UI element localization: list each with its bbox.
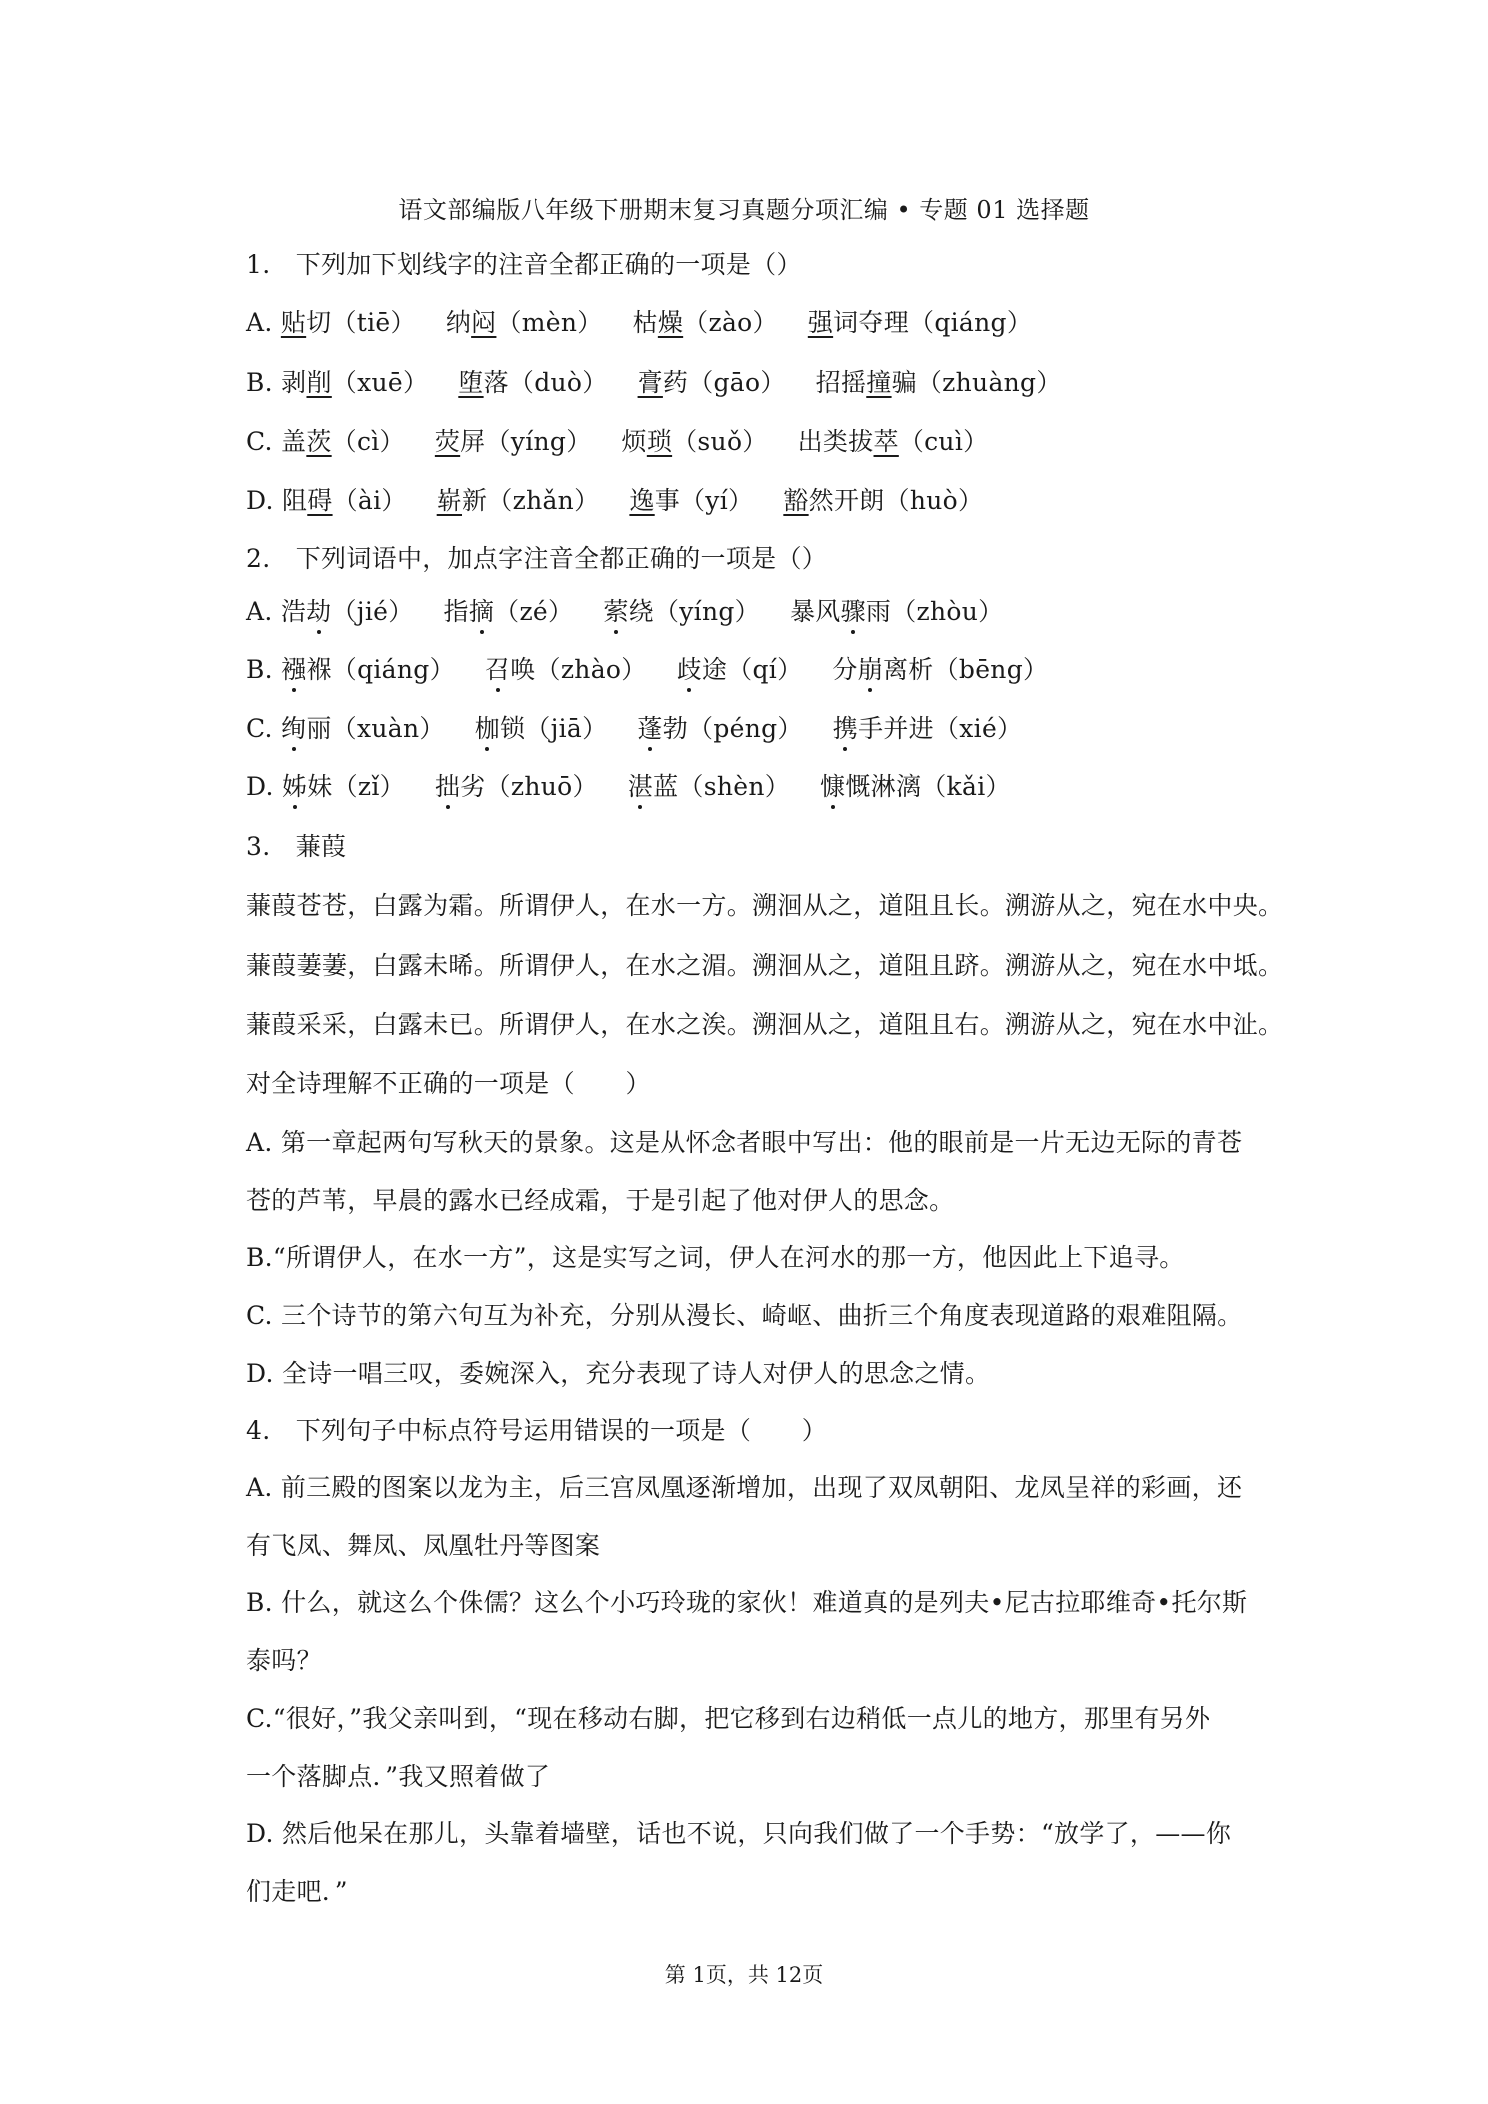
dotted-char: 枷	[474, 714, 500, 743]
underlined-char: 撞	[866, 368, 892, 397]
option-label: C.	[246, 427, 282, 456]
dotted-char: 骤	[840, 597, 866, 626]
q3-poem-line-2: 蒹葭萋萋，白露未晞。所谓伊人，在水之湄。溯洄从之，道阻且跻。溯游从之，宛在水中坻。	[246, 951, 1284, 980]
item-suffix: 屏（yíng）	[460, 427, 592, 456]
option-item	[281, 655, 455, 684]
option-label: B.	[246, 368, 282, 397]
item-suffix: 绕（yíng）	[628, 597, 760, 626]
item-suffix: 然开朗（huò）	[808, 486, 984, 515]
item-suffix: 慨淋漓（kǎi）	[845, 772, 1011, 801]
item-prefix: 分	[832, 655, 858, 684]
q4-option-c-line-1: C.“很好，”我父亲叫到，“现在移动右脚，把它移到右边稍低一点儿的地方，那里有另外	[246, 1704, 1211, 1733]
option-item	[281, 714, 445, 743]
underlined-char: 堕	[458, 368, 484, 397]
option-item	[783, 486, 983, 515]
item-suffix: 雨（zhòu）	[865, 597, 1004, 626]
option-label: D.	[246, 772, 282, 801]
page-footer: 第 1页，共 12页	[664, 1963, 824, 1987]
option-item	[282, 486, 407, 515]
option-item	[637, 714, 802, 743]
option-item	[638, 368, 786, 397]
item-prefix: 出类拔	[797, 427, 874, 456]
q3-option-a-line-2: 苍的芦苇，早晨的露水已经成霜，于是引起了他对伊人的思念。	[246, 1186, 955, 1215]
item-prefix: 阻	[281, 486, 308, 515]
dotted-char: 召	[484, 655, 511, 684]
q3-option-d: D. 全诗一唱三叹，委婉深入，充分表现了诗人对伊人的思念之情。	[246, 1359, 991, 1388]
item-suffix: （jié）	[331, 597, 414, 626]
dotted-char: 湛	[627, 772, 654, 801]
item-suffix: 丽（xuàn）	[306, 714, 445, 743]
underlined-char: 碍	[307, 486, 333, 515]
item-suffix: 唤（zhào）	[510, 655, 647, 684]
item-prefix: 剥	[281, 368, 307, 397]
dotted-char: 携	[832, 714, 859, 743]
item-prefix: 纳	[445, 308, 472, 337]
option-item	[677, 655, 803, 684]
underlined-char: 茨	[306, 427, 332, 456]
item-suffix: 蓝（shèn）	[653, 772, 791, 801]
underlined-char: 膏	[637, 368, 663, 397]
item-suffix: 妹（zǐ）	[307, 772, 405, 801]
option-item	[446, 308, 603, 337]
underlined-char: 琐	[646, 427, 673, 456]
q2-option-b	[246, 652, 1316, 688]
item-suffix: 褓（qiáng）	[306, 655, 455, 684]
dotted-char: 蓬	[637, 714, 663, 743]
item-prefix: 枯	[632, 308, 658, 337]
underlined-char: 燥	[657, 308, 684, 337]
q4-option-b-line-2: 泰吗？	[246, 1646, 322, 1675]
option-item	[437, 486, 600, 515]
option-item	[435, 427, 592, 456]
option-item	[808, 308, 1032, 337]
option-item	[816, 368, 1062, 397]
option-item	[435, 772, 598, 801]
item-suffix: 词夺理（qiáng）	[833, 308, 1033, 337]
dotted-char: 劫	[306, 597, 332, 626]
item-suffix: 事（yí）	[654, 486, 754, 515]
item-suffix: （zào）	[683, 308, 778, 337]
item-suffix: 药（gāo）	[662, 368, 786, 397]
option-item	[281, 597, 414, 626]
q2-option-c	[246, 711, 1316, 747]
option-item	[281, 308, 416, 337]
underlined-char: 荧	[434, 427, 461, 456]
dotted-char: 襁	[281, 655, 307, 684]
q3-stem: 3. 蒹葭	[246, 832, 347, 861]
option-item	[444, 597, 574, 626]
option-label: C.	[246, 714, 282, 743]
option-item	[282, 772, 405, 801]
option-item	[603, 597, 760, 626]
item-suffix: 落（duò）	[483, 368, 608, 397]
option-item	[622, 427, 768, 456]
dotted-char: 慷	[820, 772, 846, 801]
option-item	[281, 368, 428, 397]
option-item	[790, 597, 1003, 626]
item-prefix: 招摇	[815, 368, 867, 397]
dotted-char: 绚	[281, 714, 307, 743]
dotted-char: 萦	[603, 597, 629, 626]
item-prefix: 烦	[621, 427, 647, 456]
q3-option-c: C. 三个诗节的第六句互为补充，分别从漫长、崎岖、曲折三个角度表现道路的艰难阻隔。	[246, 1301, 1243, 1330]
option-label: A.	[246, 308, 281, 337]
option-label: D.	[246, 486, 282, 515]
item-suffix: （mèn）	[496, 308, 603, 337]
option-item	[475, 714, 608, 743]
item-suffix: 勃（péng）	[662, 714, 803, 743]
underlined-char: 崭	[436, 486, 462, 515]
q1-option-d	[246, 483, 1316, 519]
item-suffix: （zé）	[494, 597, 574, 626]
item-suffix: （cuì）	[898, 427, 989, 456]
item-suffix: 离析（bēng）	[883, 655, 1049, 684]
item-suffix: 切（tiē）	[306, 308, 416, 337]
item-suffix: 途（qí）	[701, 655, 803, 684]
item-suffix: 劣（zhuō）	[460, 772, 598, 801]
option-item	[458, 368, 607, 397]
document-title: 语文部编版八年级下册期末复习真题分项汇编 • 专题 01 选择题	[398, 196, 1090, 224]
q3-poem-line-3: 蒹葭采采，白露未已。所谓伊人，在水之涘。溯洄从之，道阻且右。溯游从之，宛在水中沚。	[246, 1010, 1284, 1039]
item-suffix: （xuē）	[331, 368, 429, 397]
dotted-char: 摘	[468, 597, 495, 626]
option-item	[798, 427, 989, 456]
q1-option-a	[246, 305, 1316, 341]
item-suffix: 手并进（xié）	[858, 714, 1023, 743]
option-item	[281, 427, 405, 456]
option-item	[485, 655, 647, 684]
underlined-char: 贴	[280, 308, 307, 337]
item-suffix: 骗（zhuàng）	[891, 368, 1062, 397]
item-suffix: （suǒ）	[672, 427, 768, 456]
underlined-char: 强	[807, 308, 834, 337]
item-suffix: （cì）	[331, 427, 405, 456]
underlined-char: 削	[306, 368, 332, 397]
dotted-char: 拙	[434, 772, 461, 801]
item-suffix: 锁（jiā）	[499, 714, 608, 743]
option-item	[833, 714, 1023, 743]
q4-option-d-line-1: D. 然后他呆在那儿，头靠着墙壁，话也不说，只向我们做了一个手势：“放学了，——你	[246, 1819, 1232, 1848]
item-suffix: 新（zhǎn）	[462, 486, 600, 515]
option-item	[628, 772, 790, 801]
q4-option-c-line-2: 一个落脚点．”我又照着做了	[246, 1762, 551, 1791]
q1-option-c	[246, 424, 1316, 460]
dotted-char: 歧	[676, 655, 702, 684]
q1-stem: 1. 下列加下划线字的注音全都正确的一项是（）	[246, 250, 802, 279]
item-prefix: 指	[443, 597, 469, 626]
dotted-char: 姊	[281, 772, 308, 801]
option-item	[832, 655, 1048, 684]
q4-stem: 4. 下列句子中标点符号运用错误的一项是（ ）	[246, 1416, 828, 1445]
item-prefix: 盖	[281, 427, 307, 456]
q4-option-d-line-2: 们走吧．”	[246, 1877, 348, 1906]
q3-poem-line-1: 蒹葭苍苍，白露为霜。所谓伊人，在水一方。溯洄从之，道阻且长。溯游从之，宛在水中央。	[246, 891, 1284, 920]
item-prefix: 浩	[280, 597, 307, 626]
q3-question: 对全诗理解不正确的一项是（ ）	[246, 1069, 651, 1098]
q3-option-b: B.“所谓伊人，在水一方”，这是实写之词，伊人在河水的那一方，他因此上下追寻。	[246, 1243, 1185, 1272]
q4-option-a-line-1: A. 前三殿的图案以龙为主，后三宫凤凰逐渐增加，出现了双凤朝阳、龙凤呈祥的彩画，还	[246, 1473, 1243, 1502]
option-item	[633, 308, 778, 337]
q2-option-a	[246, 594, 1316, 630]
underlined-char: 逸	[629, 486, 655, 515]
option-item	[629, 486, 753, 515]
underlined-char: 豁	[783, 486, 809, 515]
option-item	[820, 772, 1011, 801]
underlined-char: 萃	[873, 427, 899, 456]
option-label: A.	[246, 597, 281, 626]
item-prefix: 暴风	[789, 597, 841, 626]
option-label: B.	[246, 655, 282, 684]
q4-option-b-line-1: B. 什么，就这么个侏儒？这么个小巧玲珑的家伙！难道真的是列夫•尼古拉耶维奇•托尔斯	[246, 1588, 1248, 1617]
q3-option-a-line-1: A. 第一章起两句写秋天的景象。这是从怀念者眼中写出：他的眼前是一片无边无际的青苍	[246, 1128, 1243, 1157]
q2-stem: 2. 下列词语中，加点字注音全都正确的一项是（）	[246, 544, 828, 573]
item-suffix: （ài）	[332, 486, 407, 515]
q2-option-d	[246, 769, 1316, 805]
q4-option-a-line-2: 有飞凤、舞凤、凤凰牡丹等图案	[246, 1531, 601, 1560]
underlined-char: 闷	[471, 308, 497, 337]
q1-option-b	[246, 365, 1316, 401]
dotted-char: 崩	[857, 655, 883, 684]
